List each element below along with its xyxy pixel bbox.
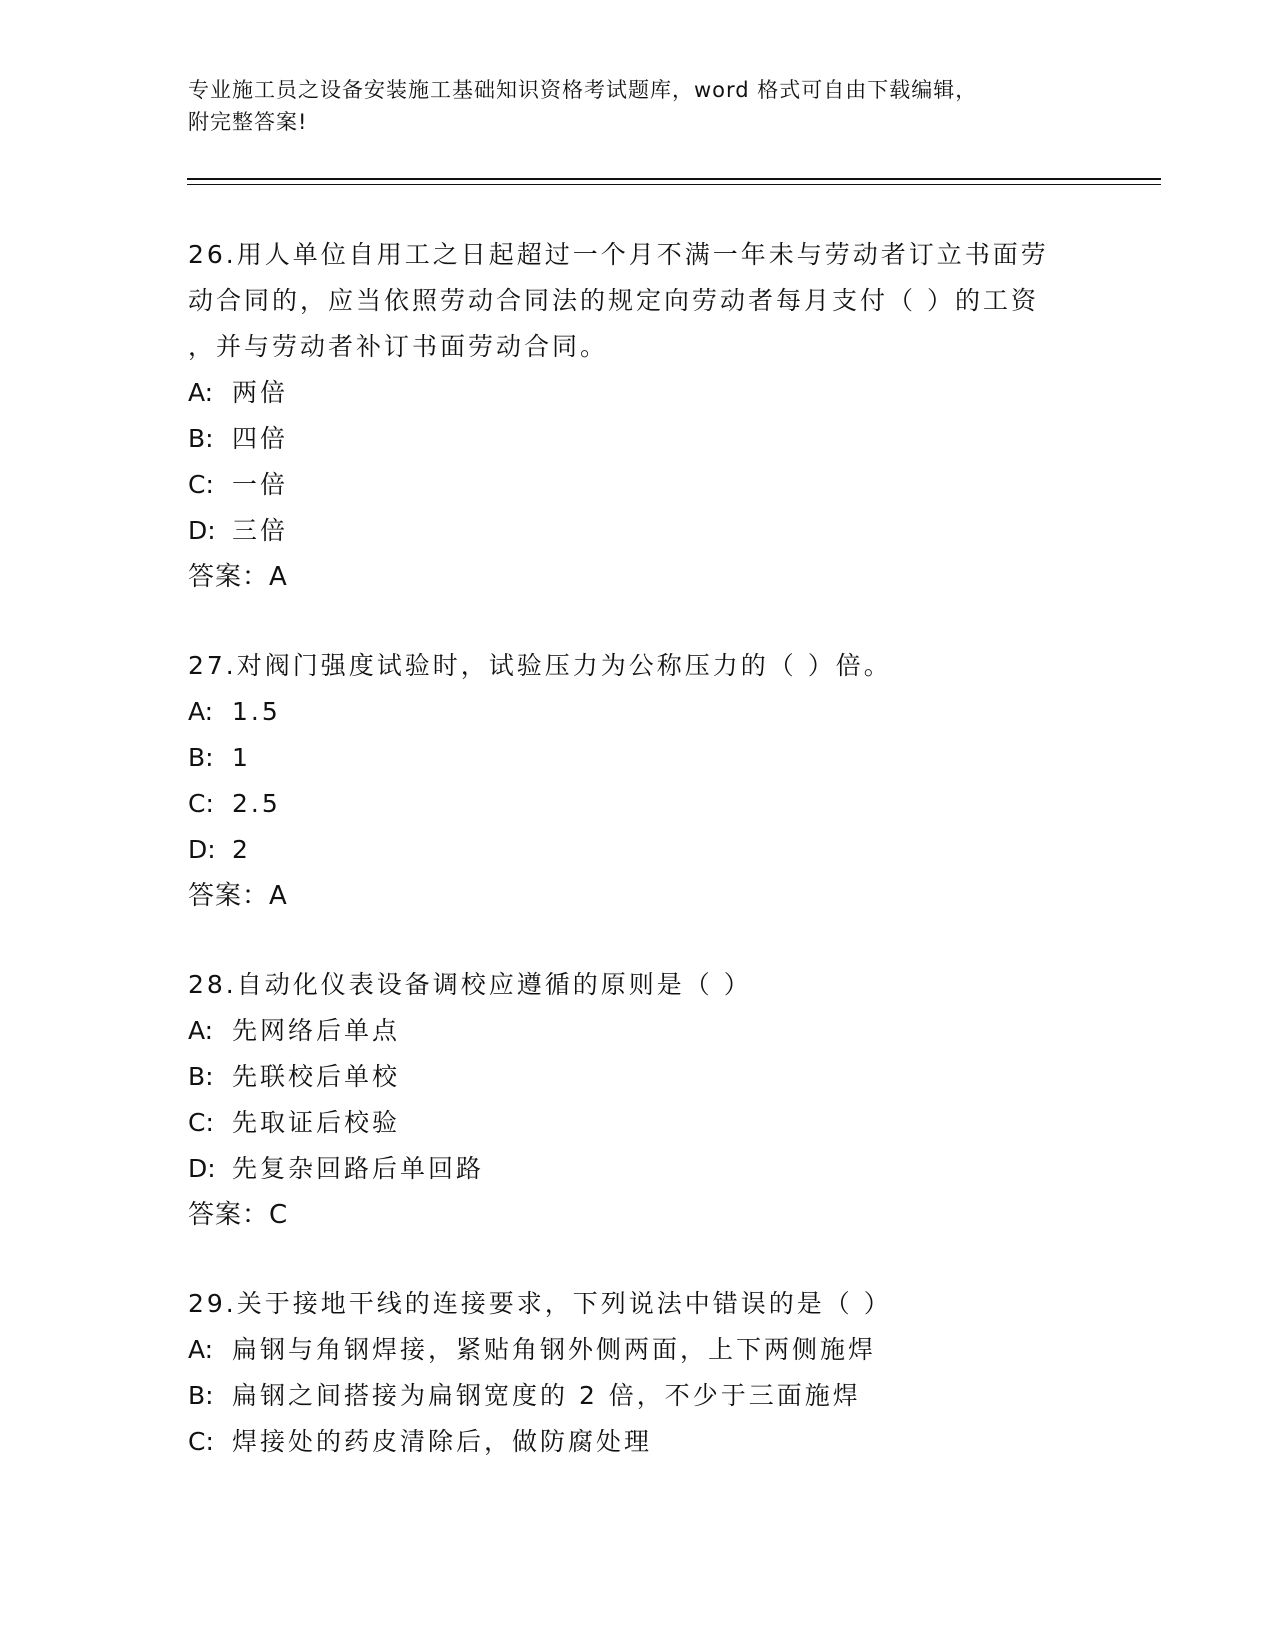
option-c [188,781,1088,827]
option-b [188,735,1088,781]
option-text: 三倍 [232,516,289,545]
option-label: A: [188,378,214,407]
option-a [188,1008,1088,1054]
option-label: A: [188,697,214,726]
option-label: D: [188,1154,216,1183]
option-text: 1 [232,743,251,772]
answer-line: 答案：C [188,1200,289,1230]
option-d [188,827,1088,873]
stem-line: 29.关于接地干线的连接要求，下列说法中错误的是（ ） [188,1289,892,1318]
question-stem [188,962,1088,1008]
option-text: 先取证后校验 [232,1108,401,1137]
question-list [188,232,1088,1508]
option-label: A: [188,1016,214,1045]
option-d [188,508,1088,554]
question-26 [188,232,1088,600]
header-divider-thin [187,184,1161,185]
header-line-1: 专业施工员之设备安装施工基础知识资格考试题库，word 格式可自由下载编辑， [188,78,978,102]
option-label: B: [188,743,214,772]
option-d [188,1146,1088,1192]
stem-line: 动合同的，应当依照劳动合同法的规定向劳动者每月支付（ ）的工资 [188,286,1039,315]
option-c [188,1100,1088,1146]
header-line-2: 附完整答案! [188,110,308,134]
option-text: 焊接处的药皮清除后，做防腐处理 [232,1427,653,1456]
question-stem [188,1281,1088,1327]
option-a [188,370,1088,416]
question-stem [188,232,1088,370]
answer-line: 答案：A [188,881,288,911]
document-header [188,74,1088,138]
option-label: C: [188,470,214,499]
option-text: 先联校后单校 [232,1062,401,1091]
option-text: 扁钢与角钢焊接，紧贴角钢外侧两面，上下两侧施焊 [232,1335,877,1364]
option-b [188,1373,1088,1419]
option-b [188,416,1088,462]
option-label: D: [188,516,216,545]
option-text: 四倍 [232,424,289,453]
option-c [188,1419,1088,1465]
option-label: B: [188,1381,214,1410]
stem-line: 28.自动化仪表设备调校应遵循的原则是（ ） [188,970,752,999]
option-label: C: [188,789,214,818]
option-c [188,462,1088,508]
question-27 [188,643,1088,919]
header-divider-thick [187,178,1161,180]
option-text: 2 [232,835,251,864]
option-text: 先网络后单点 [232,1016,401,1045]
stem-line: 27.对阀门强度试验时，试验压力为公称压力的（ ）倍。 [188,651,892,680]
stem-line: ，并与劳动者补订书面劳动合同。 [188,332,609,361]
option-text: 先复杂回路后单回路 [232,1154,485,1183]
option-label: C: [188,1108,214,1137]
option-label: A: [188,1335,214,1364]
question-28 [188,962,1088,1238]
option-label: B: [188,424,214,453]
stem-line: 26.用人单位自用工之日起超过一个月不满一年未与劳动者订立书面劳 [188,240,1049,269]
answer-line: 答案：A [188,562,288,592]
option-label: B: [188,1062,214,1091]
option-text: 2.5 [232,789,281,818]
option-a [188,1327,1088,1373]
option-label: C: [188,1427,214,1456]
option-b [188,1054,1088,1100]
option-text: 扁钢之间搭接为扁钢宽度的 2 倍，不少于三面施焊 [232,1381,861,1410]
question-29 [188,1281,1088,1465]
option-label: D: [188,835,216,864]
question-stem [188,643,1088,689]
option-text: 一倍 [232,470,289,499]
option-text: 两倍 [232,378,289,407]
option-a [188,689,1088,735]
option-text: 1.5 [232,697,281,726]
